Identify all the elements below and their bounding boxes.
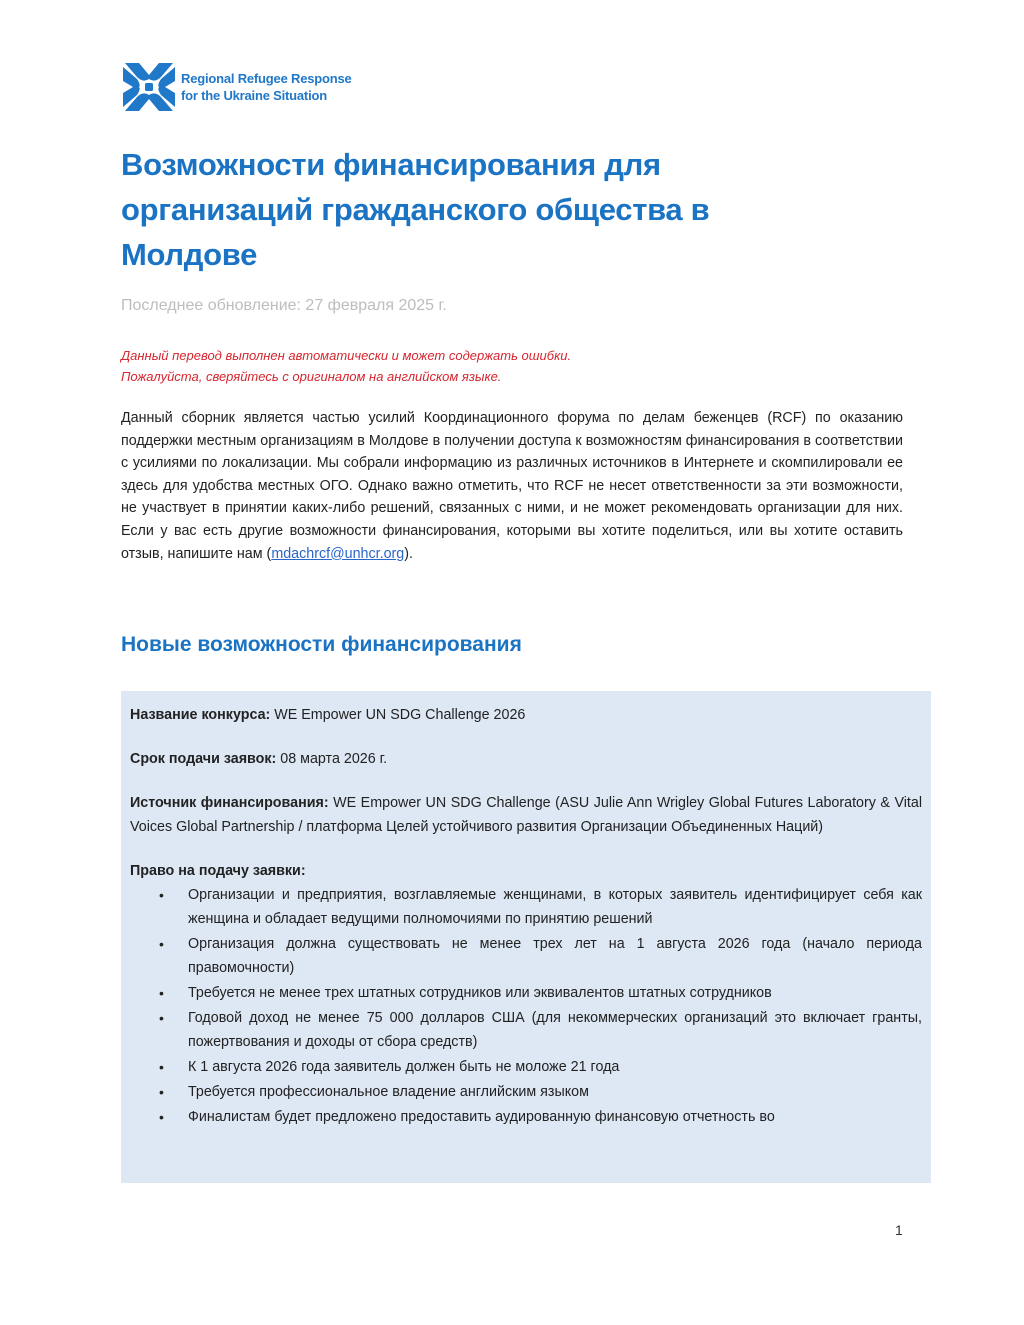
funding-source-field bbox=[130, 791, 922, 839]
competition-name-label: Название конкурса: bbox=[130, 707, 271, 723]
funding-source-label: Источник финансирования: bbox=[130, 795, 329, 811]
competition-name-value: WE Empower UN SDG Challenge 2026 bbox=[270, 707, 526, 723]
eligibility-item: • Годовой доход не менее 75 000 долларов США (для некоммерческих организаций это включает гранты, пожертвования и доходы от сбора средств) bbox=[188, 1006, 922, 1054]
page-title: Возможности финансирования для организаций гражданского общества в Молдове bbox=[121, 147, 710, 272]
eligibility-item: • Требуется профессиональное владение английским языком bbox=[188, 1080, 922, 1104]
intro-text: Данный сборник является частью усилий Координационного форума по делам беженцев (RCF) по оказанию поддержки местным организациям в Молдове в получении доступа к возможностям финансирования в соответствии с усилиями по локализации. Мы собрали информацию из различных источников в Интернете и скомпилировали ее здесь для удобства местных ОГО. Однако важно отметить, что RCF не несет ответственности за эти возможности, не участвует в принятии каких-либо решений, связанных с ними, и не может рекомендовать организации для них. Если у вас есть другие возможности финансирования, которыми вы хотите поделиться, или вы хотите оставить отзыв, напишите нам ( bbox=[121, 410, 903, 562]
rrr-logo bbox=[121, 59, 352, 115]
deadline-label: Срок подачи заявок: bbox=[130, 751, 277, 767]
disclaimer-line-1: Данный перевод выполнен автоматически и может содержать ошибки. bbox=[121, 348, 572, 363]
eligibility-list bbox=[130, 883, 922, 1129]
contact-email-link[interactable]: mdachrcf@unhcr.org bbox=[271, 545, 405, 562]
translation-disclaimer bbox=[121, 345, 571, 387]
page-number: 1 bbox=[895, 1222, 903, 1238]
intro-paragraph bbox=[121, 407, 903, 565]
eligibility-item: • Организации и предприятия, возглавляемые женщинами, в которых заявитель идентифицирует себя как женщина и обладает ведущими полномочиями по принятию решений bbox=[188, 883, 922, 931]
deadline-value: 08 марта 2026 г. bbox=[276, 751, 388, 767]
opportunity-card bbox=[121, 691, 931, 1183]
logo-line-1: Regional Refugee Response bbox=[181, 71, 352, 86]
deadline-field bbox=[130, 747, 922, 771]
intro-text-end: ). bbox=[404, 545, 413, 562]
eligibility-label: Право на подачу заявки: bbox=[130, 863, 306, 879]
eligibility-item: • Финалистам будет предложено предоставить аудированную финансовую отчетность во bbox=[188, 1105, 922, 1129]
eligibility-item: • Требуется не менее трех штатных сотрудников или эквивалентов штатных сотрудников bbox=[188, 981, 922, 1005]
section-heading-new-opportunities: Новые возможности финансирования bbox=[121, 633, 522, 656]
last-updated-date: Последнее обновление: 27 февраля 2025 г. bbox=[121, 297, 447, 314]
rrr-x-star-logo-icon bbox=[121, 59, 177, 115]
funding-source-value: WE Empower UN SDG Challenge (ASU Julie Ann Wrigley Global Futures Laboratory & Vital Voices Global Partnership / платформа Целей устойчивого развития Организации Объединенных Наций) bbox=[130, 795, 923, 835]
logo-line-2: for the Ukraine Situation bbox=[181, 88, 327, 103]
eligibility-item: • Организация должна существовать не менее трех лет на 1 августа 2026 года (начало периода правомочности) bbox=[188, 932, 922, 980]
disclaimer-line-2: Пожалуйста, сверяйтесь с оригиналом на английском языке. bbox=[121, 369, 502, 384]
competition-name-field bbox=[130, 703, 922, 727]
logo-text bbox=[181, 70, 352, 104]
eligibility-item: • К 1 августа 2026 года заявитель должен быть не моложе 21 года bbox=[188, 1055, 922, 1079]
